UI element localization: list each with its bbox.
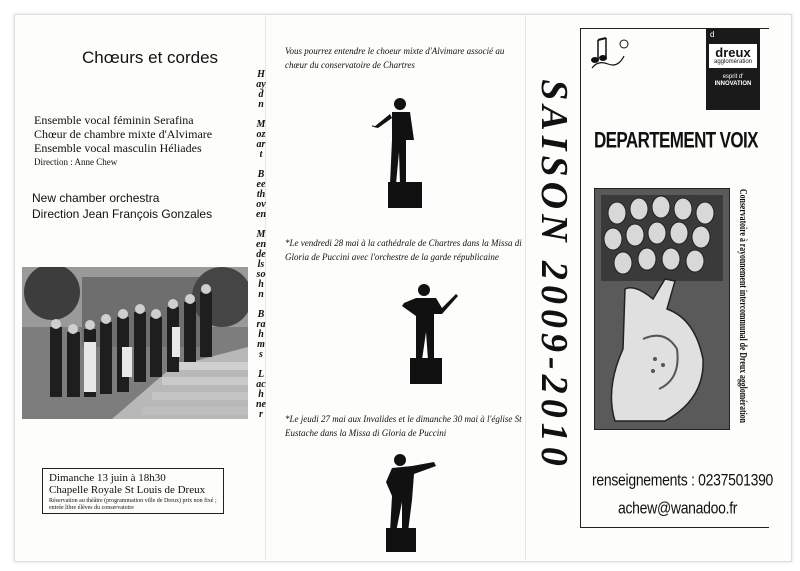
dreux-agglomeration-logo (706, 28, 760, 110)
ensemble-list (34, 113, 212, 169)
music-notes-icon (584, 30, 634, 80)
direction-label: Direction : Anne Chew (34, 157, 118, 167)
event-chartres: *Le vendredi 28 mai à la cathédrale de Chartres dans la Missa di Gloria de Puccini avec l'orchestre de la garde républicaine (285, 238, 522, 262)
logo-brand-box (709, 44, 757, 68)
logo-tagline-2: INNOVATION (714, 81, 752, 87)
conductor-silhouette (398, 280, 462, 391)
logo-brand: dreux (715, 45, 751, 60)
ensemble-item: Ensemble vocal féminin Serafina (34, 113, 194, 127)
conductor-silhouette (372, 96, 432, 216)
conservatoire-text: Conservatoire à rayonnement intercommunal de Dreux agglomération (737, 189, 748, 426)
event-invalides: *Le jeudi 27 mai aux Invalides et le dimanche 30 mai à l'église St Eustache dans la Missa di Gloria de Puccini (285, 414, 522, 438)
orchestra-direction: Direction Jean François Gonzales (32, 207, 213, 221)
composer-name: Lachner (256, 369, 266, 420)
ensemble-item: Ensemble vocal masculin Héliades (34, 141, 202, 155)
conservatoire-vertical-label (736, 186, 754, 426)
logo-mark: d (710, 30, 715, 39)
phone-info: renseignements : 0237501390 (592, 470, 774, 490)
season-text: SAISON 2009-2010 (534, 79, 575, 471)
choir-photo (22, 267, 248, 419)
concert-venue: Chapelle Royale St Louis de Dreux (49, 484, 206, 496)
ensemble-item: Chœur de chambre mixte d'Alvimare (34, 127, 213, 141)
composer-name: Mendelssohn (256, 229, 266, 300)
composer-name: Mozart (256, 119, 266, 160)
section-title: Chœurs et cordes (82, 48, 219, 67)
department-title: DEPARTEMENT VOIX (594, 128, 758, 153)
composer-list (248, 70, 274, 430)
orchestra-info (32, 190, 212, 222)
composer-name: Haydn (256, 69, 266, 110)
fold-line (525, 14, 526, 560)
concert-date: Dimanche 13 juin à 18h30 (49, 472, 166, 484)
intro-text: Vous pourrez entendre le choeur mixte d'Alvimare associé au chœur du conservatoire de Chartres (285, 46, 505, 70)
choir-painting (594, 188, 730, 430)
composer-name: Brahms (256, 309, 266, 360)
logo-sub: agglomération (713, 59, 753, 65)
logo-tagline-1: esprit d' (722, 74, 744, 80)
reservation-note: Réservation au théâtre (programmation ville de Dreux) prix non fixé ; entrée libre élèves du conservatoire (49, 498, 217, 511)
concert-info-box (42, 468, 224, 514)
orchestra-name: New chamber orchestra (32, 191, 160, 205)
composer-name: Beethoven (256, 169, 266, 220)
season-banner (534, 30, 576, 510)
conductor-silhouette (382, 452, 446, 559)
email-info[interactable]: achew@wanadoo.fr (618, 498, 738, 518)
